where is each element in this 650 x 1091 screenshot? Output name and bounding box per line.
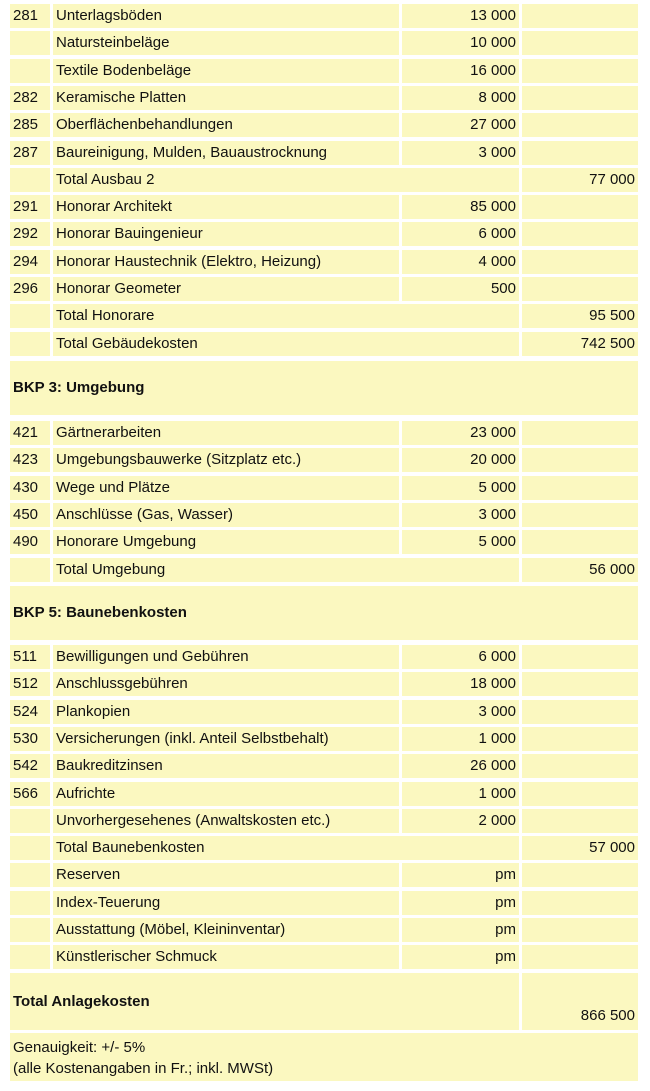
grand-total-label: Total Anlagekosten — [10, 973, 519, 1030]
row-amount: 2 000 — [402, 809, 519, 833]
row-code: 291 — [10, 195, 50, 219]
table-row — [0, 754, 650, 778]
table-row — [0, 727, 650, 751]
row-total — [522, 141, 638, 165]
row-amount: 6 000 — [402, 645, 519, 669]
row-label: Anschlüsse (Gas, Wasser) — [53, 503, 399, 527]
row-amount: pm — [402, 945, 519, 969]
subtotal-row — [0, 304, 650, 328]
table-row — [0, 86, 650, 110]
row-amount: 16 000 — [402, 59, 519, 83]
table-row — [0, 503, 650, 527]
row-amount: 23 000 — [402, 421, 519, 445]
row-code: 282 — [10, 86, 50, 110]
row-code — [10, 558, 50, 582]
row-label: Gärtnerarbeiten — [53, 421, 399, 445]
row-label: Umgebungsbauwerke (Sitzplatz etc.) — [53, 448, 399, 472]
row-code: 566 — [10, 782, 50, 806]
row-total — [522, 863, 638, 887]
table-row — [0, 141, 650, 165]
row-code: 423 — [10, 448, 50, 472]
row-total — [522, 645, 638, 669]
row-code — [10, 945, 50, 969]
row-label: Plankopien — [53, 700, 399, 724]
table-row — [0, 4, 650, 28]
row-code — [10, 304, 50, 328]
row-label: Honorare Umgebung — [53, 530, 399, 554]
row-code: 490 — [10, 530, 50, 554]
row-code — [10, 809, 50, 833]
table-row — [0, 195, 650, 219]
table-row — [0, 645, 650, 669]
row-code: 511 — [10, 645, 50, 669]
table-row — [0, 700, 650, 724]
row-label: Baureinigung, Mulden, Bauaustrocknung — [53, 141, 399, 165]
row-code — [10, 168, 50, 192]
row-code: 421 — [10, 421, 50, 445]
grand-total-value: 866 500 — [522, 973, 638, 1030]
section-heading-bkp3: BKP 3: Umgebung — [10, 361, 638, 415]
row-amount: 18 000 — [402, 672, 519, 696]
row-total — [522, 754, 638, 778]
row-code — [10, 863, 50, 887]
row-total — [522, 31, 638, 55]
table-row — [0, 277, 650, 301]
row-label: Total Baunebenkosten — [53, 836, 519, 860]
row-label: Baukreditzinsen — [53, 754, 399, 778]
row-label: Versicherungen (inkl. Anteil Selbstbehalt) — [53, 727, 399, 751]
row-label: Honorar Architekt — [53, 195, 399, 219]
row-label: Ausstattung (Möbel, Kleininventar) — [53, 918, 399, 942]
row-code — [10, 918, 50, 942]
row-total — [522, 809, 638, 833]
footer-note — [10, 1033, 638, 1081]
row-amount: 1 000 — [402, 782, 519, 806]
row-label: Natursteinbeläge — [53, 31, 399, 55]
row-label: Index-Teuerung — [53, 891, 399, 915]
table-row — [0, 672, 650, 696]
row-amount: 20 000 — [402, 448, 519, 472]
table-row — [0, 918, 650, 942]
row-code — [10, 59, 50, 83]
row-label: Keramische Platten — [53, 86, 399, 110]
row-code: 294 — [10, 250, 50, 274]
row-code: 281 — [10, 4, 50, 28]
row-amount: 1 000 — [402, 727, 519, 751]
row-total — [522, 448, 638, 472]
footer-accuracy: Genauigkeit: +/- 5% — [13, 1039, 146, 1056]
row-label: Total Gebäudekosten — [53, 332, 519, 356]
row-amount: 10 000 — [402, 31, 519, 55]
subtotal-row — [0, 332, 650, 356]
row-amount: 3 000 — [402, 141, 519, 165]
row-label: Total Honorare — [53, 304, 519, 328]
row-label: Reserven — [53, 863, 399, 887]
row-total — [522, 86, 638, 110]
row-amount: 8 000 — [402, 86, 519, 110]
row-label: Anschlussgebühren — [53, 672, 399, 696]
row-amount: 500 — [402, 277, 519, 301]
table-row — [0, 250, 650, 274]
row-label: Unvorhergesehenes (Anwaltskosten etc.) — [53, 809, 399, 833]
row-code: 296 — [10, 277, 50, 301]
row-total — [522, 59, 638, 83]
row-total — [522, 277, 638, 301]
table-row — [0, 222, 650, 246]
row-total — [522, 530, 638, 554]
table-row — [0, 809, 650, 833]
row-total — [522, 113, 638, 137]
section-heading-bkp5: BKP 5: Baunebenkosten — [10, 586, 638, 640]
row-label: Honorar Bauingenieur — [53, 222, 399, 246]
row-amount: 85 000 — [402, 195, 519, 219]
row-amount: pm — [402, 891, 519, 915]
table-row — [0, 863, 650, 887]
row-label: Honorar Geometer — [53, 277, 399, 301]
row-code — [10, 31, 50, 55]
table-row — [0, 59, 650, 83]
row-amount: pm — [402, 863, 519, 887]
row-code: 450 — [10, 503, 50, 527]
row-amount: 5 000 — [402, 530, 519, 554]
row-amount: 4 000 — [402, 250, 519, 274]
row-code: 530 — [10, 727, 50, 751]
table-row — [0, 31, 650, 55]
row-label: Aufrichte — [53, 782, 399, 806]
row-total — [522, 195, 638, 219]
row-total — [522, 700, 638, 724]
row-subtotal: 56 000 — [522, 558, 638, 582]
subtotal-row — [0, 558, 650, 582]
row-subtotal: 57 000 — [522, 836, 638, 860]
row-code: 285 — [10, 113, 50, 137]
subtotal-row — [0, 168, 650, 192]
row-code — [10, 891, 50, 915]
table-row — [0, 782, 650, 806]
table-row — [0, 476, 650, 500]
row-total — [522, 4, 638, 28]
row-amount: 3 000 — [402, 700, 519, 724]
row-code: 430 — [10, 476, 50, 500]
row-amount: 13 000 — [402, 4, 519, 28]
row-label: Künstlerischer Schmuck — [53, 945, 399, 969]
row-total — [522, 672, 638, 696]
row-amount: 5 000 — [402, 476, 519, 500]
table-row — [0, 891, 650, 915]
row-code: 524 — [10, 700, 50, 724]
table-row — [0, 113, 650, 137]
row-label: Total Umgebung — [53, 558, 519, 582]
row-amount: 26 000 — [402, 754, 519, 778]
row-total — [522, 945, 638, 969]
row-code — [10, 332, 50, 356]
row-label: Wege und Plätze — [53, 476, 399, 500]
row-label: Oberflächenbehandlungen — [53, 113, 399, 137]
row-label: Bewilligungen und Gebühren — [53, 645, 399, 669]
row-amount: 3 000 — [402, 503, 519, 527]
row-subtotal: 77 000 — [522, 168, 638, 192]
row-total — [522, 222, 638, 246]
row-code: 542 — [10, 754, 50, 778]
row-amount: 27 000 — [402, 113, 519, 137]
row-subtotal: 742 500 — [522, 332, 638, 356]
row-total — [522, 476, 638, 500]
row-total — [522, 421, 638, 445]
row-label: Textile Bodenbeläge — [53, 59, 399, 83]
row-total — [522, 503, 638, 527]
row-total — [522, 727, 638, 751]
row-code: 292 — [10, 222, 50, 246]
row-amount: 6 000 — [402, 222, 519, 246]
row-code: 287 — [10, 141, 50, 165]
row-total — [522, 918, 638, 942]
table-row — [0, 530, 650, 554]
row-subtotal: 95 500 — [522, 304, 638, 328]
subtotal-row — [0, 836, 650, 860]
row-total — [522, 891, 638, 915]
row-amount: pm — [402, 918, 519, 942]
table-row — [0, 945, 650, 969]
table-row — [0, 421, 650, 445]
row-total — [522, 250, 638, 274]
row-code — [10, 836, 50, 860]
row-total — [522, 782, 638, 806]
row-label: Total Ausbau 2 — [53, 168, 519, 192]
row-label: Unterlagsböden — [53, 4, 399, 28]
row-code: 512 — [10, 672, 50, 696]
table-row — [0, 448, 650, 472]
footer-currency-note: (alle Kostenangaben in Fr.; inkl. MWSt) — [13, 1060, 274, 1077]
row-label: Honorar Haustechnik (Elektro, Heizung) — [53, 250, 399, 274]
